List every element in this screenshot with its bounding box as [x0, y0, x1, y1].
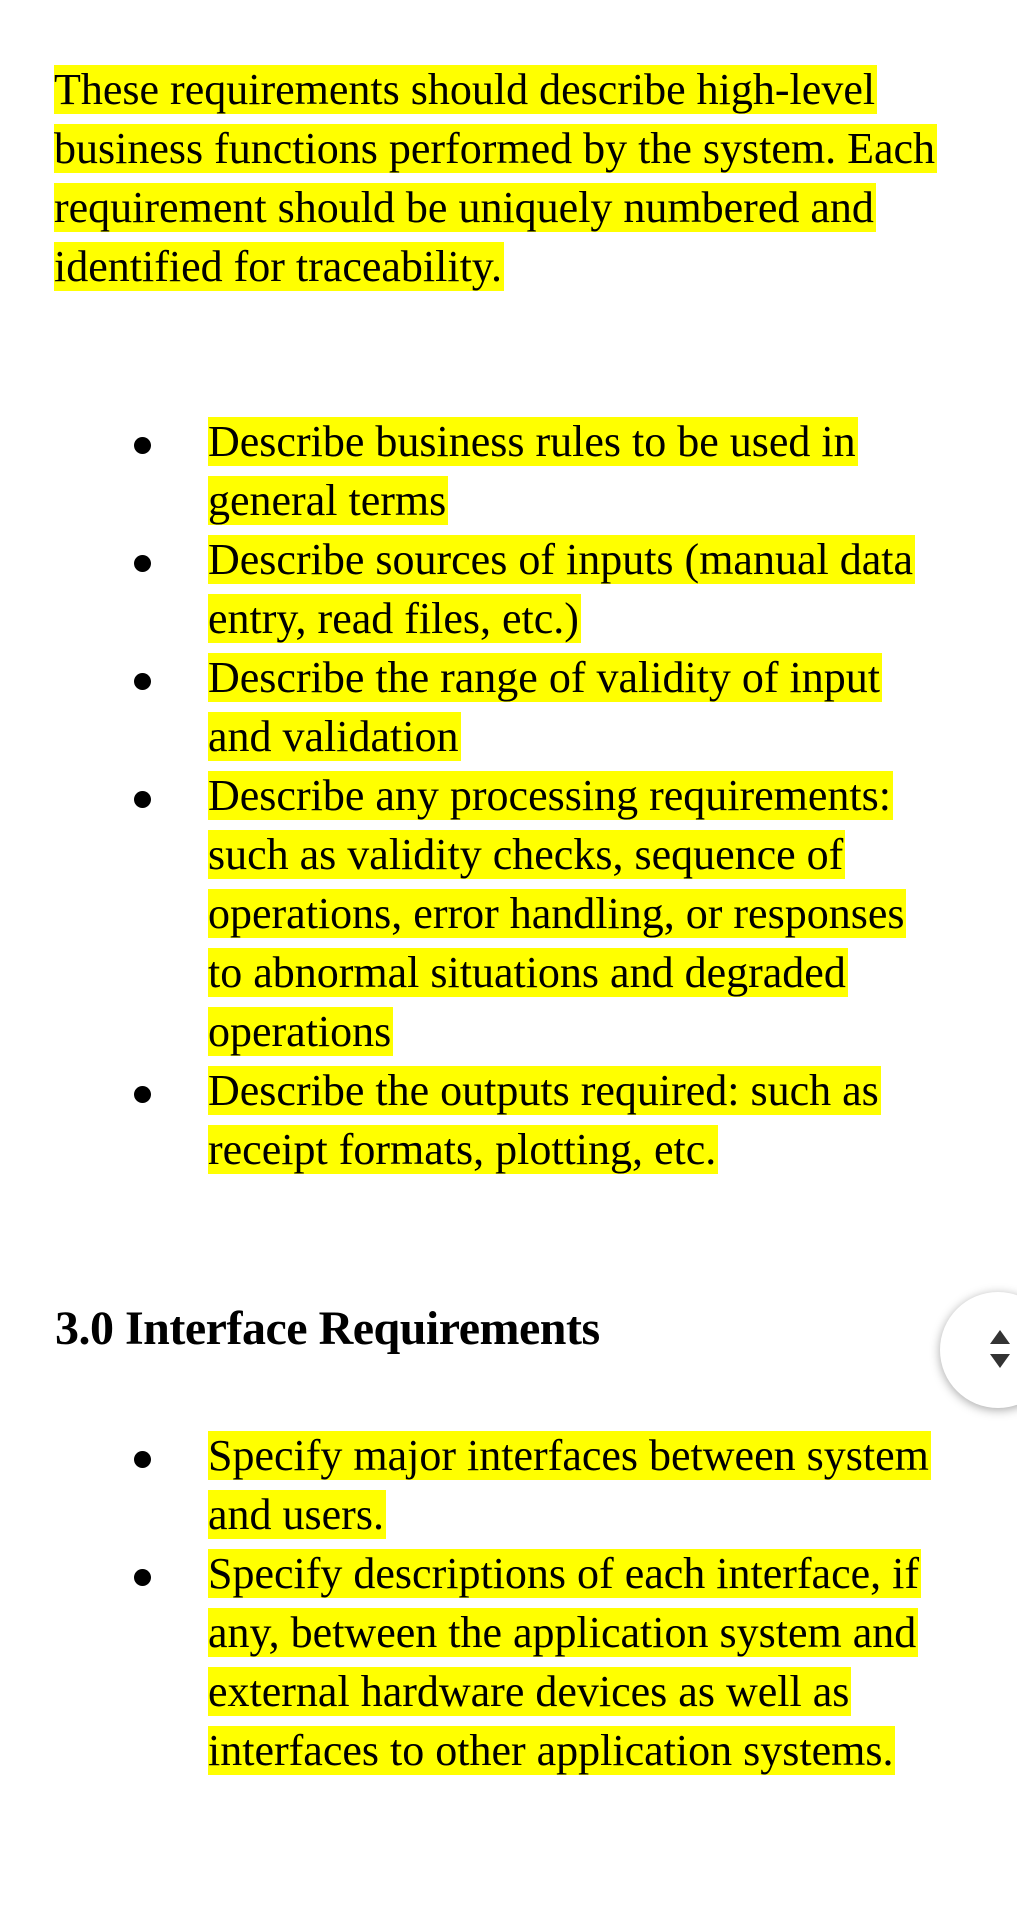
intro-paragraph-text: These requirements should describe high-level business functions performed by the system. Each requirement should be uniquely numbered and identified for traceability.: [54, 65, 936, 291]
list-item: [0, 530, 948, 648]
list-item: [0, 648, 948, 766]
bullet-icon: [134, 1451, 151, 1468]
section-heading: 3.0 Interface Requirements: [55, 1302, 600, 1355]
list-item: [0, 1061, 948, 1179]
list-item: [0, 766, 948, 1061]
arrow-down-icon: [990, 1354, 1010, 1368]
list-item-text: Specify descriptions of each interface, if any, between the application system and external hardware devices as well as interfaces to other application systems.: [208, 1549, 920, 1775]
list-item-text: Describe the range of validity of input and validation: [208, 653, 881, 761]
bullet-icon: [134, 791, 151, 808]
list-item-text: Describe sources of inputs (manual data entry, read files, etc.): [208, 535, 913, 643]
list-item-text: Describe business rules to be used in general terms: [208, 417, 856, 525]
list-item-text: Describe the outputs required: such as receipt formats, plotting, etc.: [208, 1066, 879, 1174]
list-item: [0, 1544, 948, 1780]
list-item-text: Specify major interfaces between system and users.: [208, 1431, 929, 1539]
bullet-icon: [134, 1086, 151, 1103]
bullet-icon: [134, 437, 151, 454]
arrow-up-icon: [990, 1330, 1010, 1344]
bullet-icon: [134, 1569, 151, 1586]
list-item: [0, 1426, 948, 1544]
list-item: [0, 412, 948, 530]
interface-requirements-list: [0, 1426, 948, 1780]
bullet-icon: [134, 673, 151, 690]
page-navigation-button[interactable]: [940, 1292, 1017, 1408]
intro-paragraph: [54, 60, 954, 296]
bullet-icon: [134, 555, 151, 572]
functional-requirements-list: [0, 412, 948, 1179]
list-item-text: Describe any processing requirements: such as validity checks, sequence of operations, error handling, or responses to abnormal situations and degraded operations: [208, 771, 905, 1056]
